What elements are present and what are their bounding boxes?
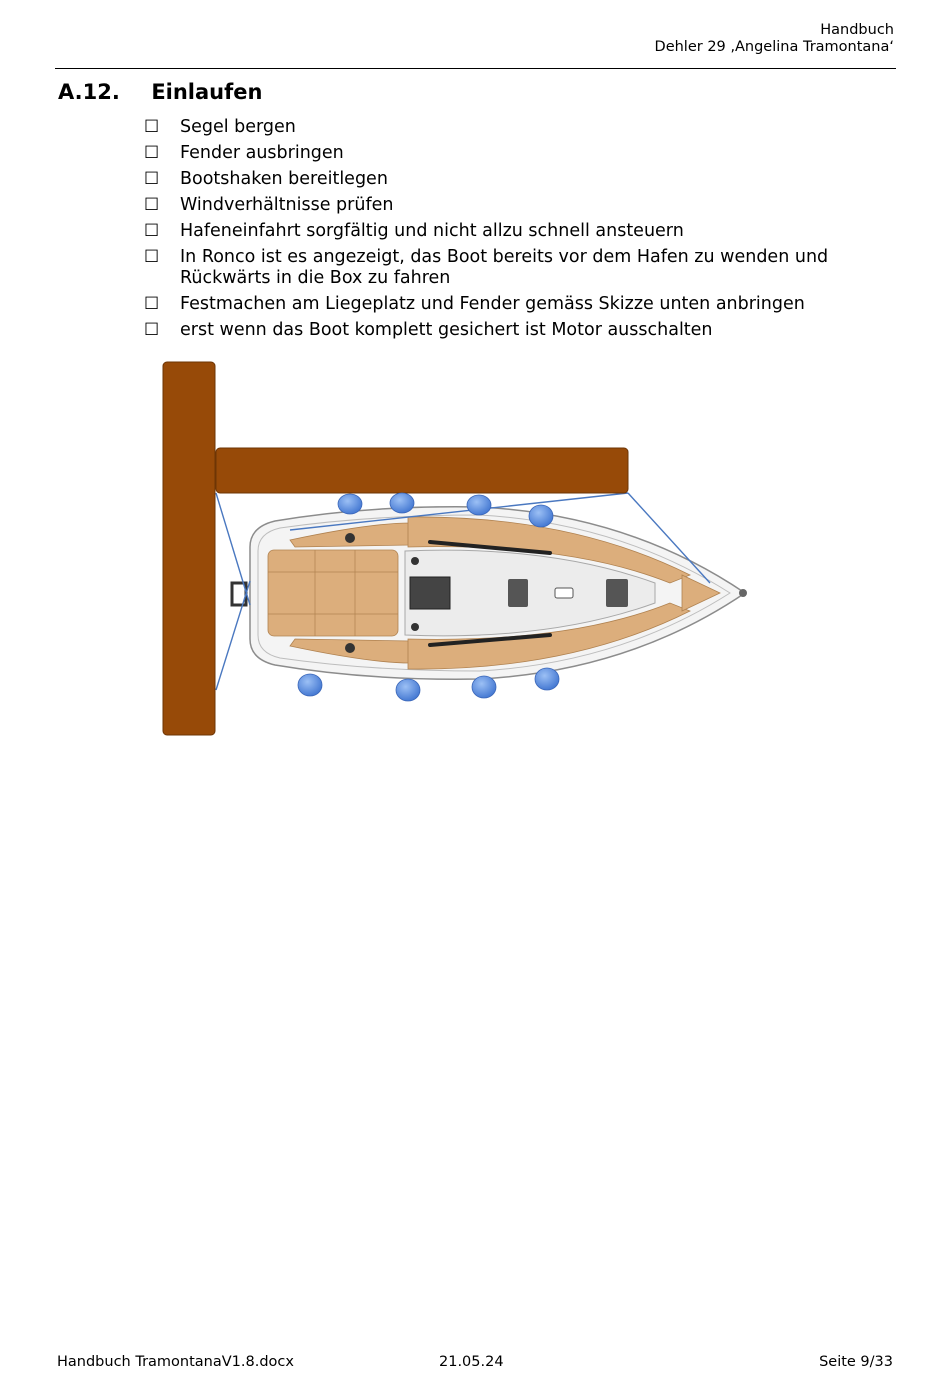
checklist-item — [144, 320, 844, 341]
checklist-item-text: Hafeneinfahrt sorgfältig und nicht allzu schnell ansteuern — [180, 221, 684, 241]
checklist-item — [144, 221, 844, 242]
checkbox-icon: ☐ — [144, 143, 160, 163]
fender-icon — [467, 495, 491, 515]
checklist-item-text: Festmachen am Liegeplatz und Fender gemäss Skizze unten anbringen — [180, 294, 805, 314]
header-subtitle: Dehler 29 ‚Angelina Tramontana‘ — [654, 39, 894, 55]
fender-icon — [396, 679, 420, 701]
checklist-item — [144, 143, 844, 164]
fender-icon — [298, 674, 322, 696]
checkbox-icon: ☐ — [144, 247, 160, 267]
footer-date: 21.05.24 — [439, 1354, 504, 1370]
section-heading — [58, 80, 262, 104]
checklist-item — [144, 169, 844, 190]
fender-icon — [472, 676, 496, 698]
checklist-item — [144, 294, 844, 315]
checklist-item-text: Bootshaken bereitlegen — [180, 169, 388, 189]
footer-page-number: Seite 9/33 — [819, 1354, 893, 1370]
page-header — [655, 22, 894, 56]
fender-icon — [338, 494, 362, 514]
checkbox-icon: ☐ — [144, 169, 160, 189]
dock-pier — [163, 362, 215, 735]
fender-icon — [529, 505, 553, 527]
section-title: Einlaufen — [151, 80, 263, 104]
checkbox-icon: ☐ — [144, 195, 160, 215]
checklist-item — [144, 117, 844, 138]
checklist-item-text: In Ronco ist es angezeigt, das Boot bereits vor dem Hafen zu wenden und Rückwärts in die Box zu fahren — [180, 247, 829, 288]
checklist — [144, 117, 844, 346]
section-number: A.12. — [58, 80, 120, 104]
header-rule — [55, 68, 896, 69]
checkbox-icon: ☐ — [144, 221, 160, 241]
checkbox-icon: ☐ — [144, 117, 160, 137]
footer-filename: Handbuch TramontanaV1.8.docx — [57, 1354, 294, 1370]
mooring-diagram — [150, 355, 770, 745]
checkbox-icon: ☐ — [144, 320, 160, 340]
header-title: Handbuch — [820, 22, 894, 38]
checklist-item-text: Segel bergen — [180, 117, 296, 137]
checklist-item-text: Windverhältnisse prüfen — [180, 195, 394, 215]
checklist-item-text: erst wenn das Boot komplett gesichert ist Motor ausschalten — [180, 320, 713, 340]
dock-finger — [216, 448, 628, 493]
fender-icon — [390, 493, 414, 513]
fender-icon — [535, 668, 559, 690]
checklist-item-text: Fender ausbringen — [180, 143, 344, 163]
checklist-item — [144, 195, 844, 216]
checkbox-icon: ☐ — [144, 294, 160, 314]
checklist-item — [144, 247, 844, 289]
